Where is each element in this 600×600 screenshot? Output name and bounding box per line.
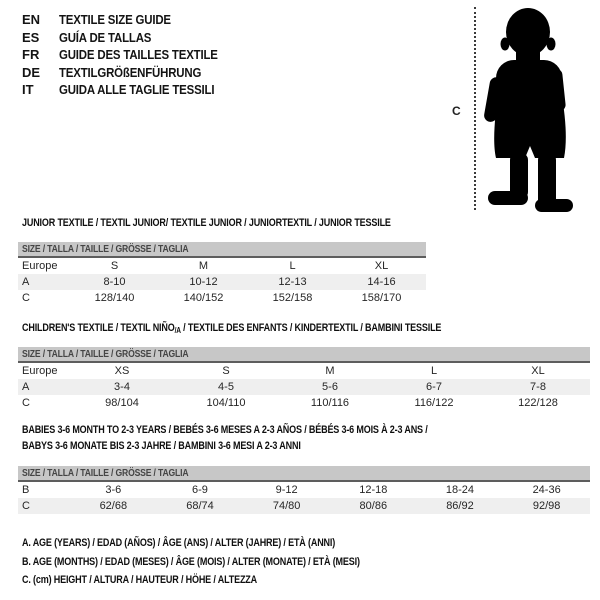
note-age-months xyxy=(22,553,434,572)
table-row-age-months xyxy=(18,482,590,498)
children-table xyxy=(18,347,590,411)
height-cell: 122/128 xyxy=(518,397,558,409)
children-size-header-text: SIZE / TALLA / TAILLE / GRÖSSE / TAGLIA xyxy=(22,348,189,360)
height-cell: 104/110 xyxy=(206,397,246,409)
age-cell: 14-16 xyxy=(337,274,426,290)
age-cell: 8-10 xyxy=(70,274,159,290)
language-title-list xyxy=(22,11,239,99)
size-cell: M xyxy=(325,365,335,377)
lang-label-fr: GUIDE DES TAILLES TEXTILE xyxy=(59,47,218,62)
lang-label-it: GUIDA ALLE TAGLIE TESSILI xyxy=(59,82,215,97)
size-cell: L xyxy=(430,365,438,377)
row-label: C xyxy=(22,292,30,304)
height-measure-dotted-line xyxy=(474,7,476,210)
junior-size-header-text: SIZE / TALLA / TAILLE / GRÖSSE / TAGLIA xyxy=(22,243,189,255)
table-row-height xyxy=(18,498,590,514)
junior-table-title-text: JUNIOR TEXTILE / TEXTIL JUNIOR/ TEXTILE JUNIOR / JUNIORTEXTIL / JUNIOR TESSILE xyxy=(22,217,391,229)
height-cell: 128/140 xyxy=(94,292,135,304)
age-cell: 12-18 xyxy=(359,484,388,496)
row-label: C xyxy=(22,397,30,409)
table-row-age xyxy=(18,379,590,395)
lang-row-it xyxy=(22,81,239,99)
height-cell: 158/170 xyxy=(361,292,402,304)
size-cell: S xyxy=(222,365,230,377)
junior-table-title xyxy=(22,217,472,230)
junior-size-header-bar xyxy=(18,242,426,258)
children-size-header-bar xyxy=(18,347,590,363)
height-cell: 98/104 xyxy=(105,397,139,409)
row-label: Europe xyxy=(22,260,58,272)
age-cell: 5-6 xyxy=(278,379,382,395)
children-title-main: CHILDREN'S TEXTILE / TEXTIL NIÑO xyxy=(22,322,175,334)
lang-code-es: ES xyxy=(22,29,40,45)
table-row-europe xyxy=(18,363,590,379)
height-cell: 152/158 xyxy=(272,292,313,304)
lang-code-de: DE xyxy=(22,64,41,80)
height-measure-label: C xyxy=(452,104,461,118)
height-cell: 110/116 xyxy=(310,397,350,409)
height-cell: 140/152 xyxy=(183,292,224,304)
note-height-cm xyxy=(22,571,434,590)
size-cell: XL xyxy=(531,365,545,377)
lang-row-fr xyxy=(22,46,239,64)
height-cell: 62/68 xyxy=(70,498,157,514)
table-row-europe xyxy=(18,258,426,274)
babies-title-text-2: BABYS 3-6 MONATE BIS 2-3 JAHRE / BAMBINI 3-6 MESI A 2-3 ANNI xyxy=(22,440,301,452)
lang-code-it: IT xyxy=(22,82,34,97)
height-cell: 74/80 xyxy=(243,498,330,514)
junior-table xyxy=(18,242,426,306)
age-cell: 12-13 xyxy=(248,274,337,290)
babies-size-table xyxy=(18,482,590,514)
lang-label-es: GUÍA DE TALLAS xyxy=(59,29,152,45)
age-cell: 10-12 xyxy=(159,274,248,290)
height-cell: 92/98 xyxy=(503,498,590,514)
babies-size-header-text: SIZE / TALLA / TAILLE / GRÖSSE / TAGLIA xyxy=(22,467,189,479)
table-row-height xyxy=(18,395,590,411)
size-cell: M xyxy=(198,260,209,272)
note-age-years xyxy=(22,534,434,553)
row-label: C xyxy=(18,498,70,514)
lang-code-en: EN xyxy=(22,12,41,27)
note-height-cm-text: C. (cm) HEIGHT / ALTURA / HAUTEUR / HÖHE / ALTEZZA xyxy=(22,574,258,586)
babies-size-header-bar xyxy=(18,466,590,482)
height-cell: 86/92 xyxy=(417,498,504,514)
size-cell: XL xyxy=(374,260,389,272)
babies-title-text-1: BABIES 3-6 MONTH TO 2-3 YEARS / BEBÉS 3-6 MESES A 2-3 AÑOS / BÉBÉS 3-6 MOIS À 2-3 ANS / xyxy=(22,424,428,436)
height-cell: 80/86 xyxy=(330,498,417,514)
row-label: A xyxy=(18,274,70,290)
lang-code-fr: FR xyxy=(22,47,40,62)
table-row-height xyxy=(18,290,426,306)
size-cell: S xyxy=(110,260,119,272)
row-label: Europe xyxy=(22,365,58,377)
babies-table-title-line2 xyxy=(22,440,362,453)
junior-size-table xyxy=(18,258,426,306)
age-cell: 6-7 xyxy=(382,379,486,395)
children-size-table xyxy=(18,363,590,411)
lang-row-de xyxy=(22,64,239,82)
children-title-subscript: /A xyxy=(174,326,181,335)
age-cell: 3-4 xyxy=(70,379,174,395)
age-cell: 6-9 xyxy=(192,484,208,496)
age-cell: 7-8 xyxy=(486,379,590,395)
size-cell: XS xyxy=(114,365,130,377)
size-cell: L xyxy=(289,260,296,272)
row-label: B xyxy=(22,484,30,496)
lang-label-en: TEXTILE SIZE GUIDE xyxy=(59,12,171,27)
children-title-rest: / TEXTILE DES ENFANTS / KINDERTEXTIL / BAMBINI TESSILE xyxy=(180,322,442,334)
toddler-silhouette-image xyxy=(483,5,588,215)
height-cell: 68/74 xyxy=(157,498,244,514)
age-cell: 18-24 xyxy=(445,484,475,496)
table-row-age xyxy=(18,274,426,290)
lang-label-de: TEXTILGRÖßENFÜHRUNG xyxy=(59,64,202,80)
note-age-months-text: B. AGE (MONTHS) / EDAD (MESES) / ÂGE (MOIS) / ALTER (MONATE) / ETÀ (MESI) xyxy=(22,555,360,568)
legend-notes xyxy=(22,534,434,590)
age-cell: 24-36 xyxy=(532,484,561,496)
age-cell: 9-12 xyxy=(275,484,298,496)
babies-table xyxy=(18,466,590,514)
row-label: A xyxy=(18,379,70,395)
height-cell: 116/122 xyxy=(414,397,454,409)
children-table-title xyxy=(22,322,533,337)
note-age-years-text: A. AGE (YEARS) / EDAD (AÑOS) / ÂGE (ANS) / ALTER (JAHRE) / ETÀ (ANNI) xyxy=(22,537,336,549)
babies-table-title-line1 xyxy=(22,424,517,437)
lang-row-en xyxy=(22,11,239,29)
age-cell: 4-5 xyxy=(174,379,278,395)
lang-row-es xyxy=(22,29,239,47)
age-cell: 3-6 xyxy=(105,484,122,496)
